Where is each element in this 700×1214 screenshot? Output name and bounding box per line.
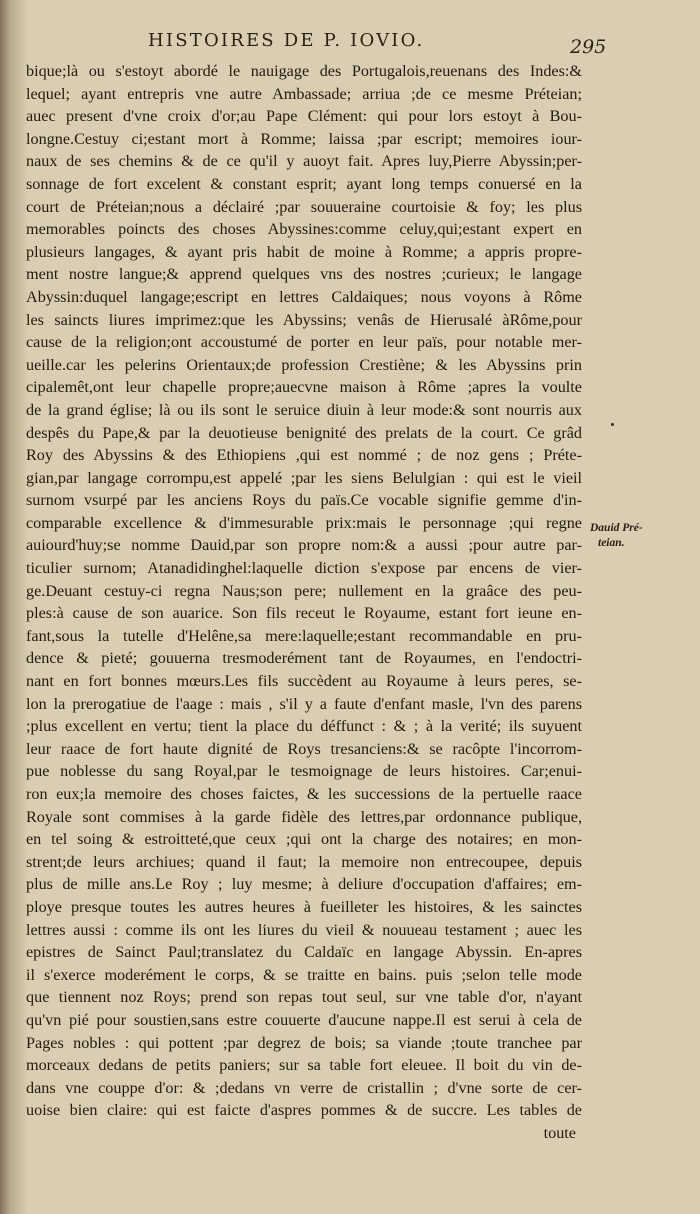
text-line: les saincts liures imprimez:que les Abyssins; venâs de Hierusalé àRôme,pour xyxy=(26,310,582,329)
text-line: ticulier surnom; Atanadidinghel:laquelle diction s'expose par encens de vier- xyxy=(26,559,582,578)
text-line: Royale sont commises à la garde fidèle des lettres,par ordonnance publique, xyxy=(26,807,582,826)
text-line: plus de mille ans.Le Roy ; luy mesme; à deliure d'occupation d'affaires; em- xyxy=(26,875,582,894)
text-line: memorables poincts des choses Abyssines:comme celuy,qui;estant expert en xyxy=(26,220,582,239)
running-head: HISTOIRES DE P. IOVIO. xyxy=(148,30,425,51)
body-text xyxy=(26,60,582,1145)
text-line: dence & pieté; gouuerna tresmoderément tant de Royaumes, en l'endoctri- xyxy=(26,649,582,668)
margin-note: Dauid Pré- xyxy=(590,522,643,534)
text-line: despês du Pape,& par la deuotieuse benignité des prelats de la court. Ce grâd xyxy=(26,423,582,442)
text-line: naux de ses chemins & de ce qu'il y auoyt fait. Apres luy,Pierre Abyssin;per- xyxy=(26,152,582,171)
text-line: ueille.car les pelerins Orientaux;de profession Crestiène; & les Abyssins prin xyxy=(26,355,582,374)
text-line: epistres de Sainct Paul;translatez du Caldaïc en langage Abyssin. En-apres xyxy=(26,943,582,962)
text-line: nant en fort bonnes mœurs.Les fils succèdent au Royaume à leurs peres, se- xyxy=(26,672,582,691)
text-line: lon la prerogatiue de l'aage : mais , s'il y a faute d'enfant masle, l'vn des parens xyxy=(26,694,582,713)
text-line: auiourd'huy;se nomme Dauid,par son propre nom:& a aussi ;pour autre par- xyxy=(26,536,582,555)
text-line: ron eux;la memoire des choses faictes, & les successions de la pertuelle raace xyxy=(26,785,582,803)
text-line: leur raace de fort haute dignité de Roys tresanciens:& se racôpte l'incorrom- xyxy=(26,739,582,758)
page-number: 295 xyxy=(570,36,607,58)
text-line: cipalemêt,ont leur chapelle propre;auecvne maison à Rôme ;apres la voulte xyxy=(26,378,582,397)
ink-speck xyxy=(611,423,614,426)
text-line: Pages nobles : qui pottent ;par degrez de bois; sa viande ;toute tranchee par xyxy=(26,1033,582,1052)
text-line: surnom vsurpé par les anciens Roys du païs.Ce vocable signifie gemme d'in- xyxy=(26,491,582,510)
text-line: bique;là ou s'estoyt abordé le nauigage des Portugalois,reuenans des Indes:& xyxy=(26,62,582,80)
text-line: Abyssin:duquel langage;escript en lettres Caldaiques; nous voyons à Rôme xyxy=(26,287,582,306)
text-line: ment nostre langue;& apprend quelques vns des nostres ;curieux; le langage xyxy=(26,265,582,284)
text-line: strent;de leurs archiues; quand il faut; la memoire non entrecoupee, depuis xyxy=(26,852,582,871)
text-line: plusieurs langages, & ayant pris habit de moine à Romme; a appris propre- xyxy=(26,242,582,261)
text-line: lequel; ayant entrepris vne autre Ambassade; arriua ;de ce mesme Préteian; xyxy=(26,84,582,103)
text-line: en tel soing & estroitteté,que ceux ;qui ont la charge des notaires; en mon- xyxy=(26,830,582,849)
text-line: court de Préteian;nous a déclairé ;par souueraine courtoisie & foy; les plus xyxy=(26,197,582,216)
text-line: uoise bien claire: qui est faicte d'aspres pommes & de succre. Les tables de xyxy=(26,1101,582,1120)
text-line: qu'vn pié pour soustien,sans estre couuerte d'aucune nappe.Il est serui à cela de xyxy=(26,1010,582,1029)
text-line: dans vne couppe d'or: & ;dedans vn verre de cristallin ; d'vne sorte de cer- xyxy=(26,1078,582,1097)
text-line: ploye presque toutes les autres heures à fueilleter les histoires, & les sainctes xyxy=(26,897,582,916)
margin-note-continuation: teian. xyxy=(598,537,625,549)
text-line: comparable excellence & d'immesurable prix:mais le personnage ;qui regne xyxy=(26,513,582,532)
text-line: auec present d'vne croix d'or;au Pape Clément: qui pour lors estoyt à Bou- xyxy=(26,107,582,126)
text-line: il s'exerce moderément le corps, & se traitte en bains. puis ;selon telle mode xyxy=(26,965,582,984)
text-line: ples:à cause de son auarice. Son fils receut le Royaume, estant fort ieune en- xyxy=(26,604,582,623)
text-line: morceaux dedans de petits paniers; sur sa table fort eleuee. Il boit du vin de- xyxy=(26,1056,582,1075)
text-line: cause de la religion;ont accoustumé de porter en leur païs, pour notable mer- xyxy=(26,333,582,352)
catchword: toute xyxy=(543,1123,576,1142)
text-line: sonnage de fort excelent & constant esprit; ayant long temps conuersé en la xyxy=(26,174,582,193)
text-line: fant,sous la tutelle d'Helêne,sa mere:laquelle;estant recommandable en pru- xyxy=(26,626,582,645)
text-line: Roy des Abyssins & des Ethiopiens ,qui est nommé ; de noz gens ; Préte- xyxy=(26,446,582,465)
text-line: ;plus excellent en vertu; tient la place du déffunct : & ; à la verité; ils suyuent xyxy=(26,717,582,736)
text-line: de la grand église; là ou ils sont le seruice diuin à leur mode:& sont nourris aux xyxy=(26,400,582,419)
text-line: que tiennent noz Roys; prend son repas tout seul, sur vne table d'or, n'ayant xyxy=(26,988,582,1007)
text-line: pue noblesse du sang Royal,par le tesmoignage de leurs histoires. Car;enui- xyxy=(26,762,582,781)
text-line: gian,par langage corrompu,est appelé ;par les siens Belulgian : qui est le vieil xyxy=(26,468,582,487)
text-line: ge.Deuant cestuy-ci regna Naus;son pere; nullement en la graâce des peu- xyxy=(26,581,582,600)
text-line: longne.Cestuy ci;estant mort à Romme; laissa ;par escript; memoires iour- xyxy=(26,129,582,148)
text-line: lettres aussi : comme ils ont les liures du vieil & nouueau testament ; auec les xyxy=(26,920,582,939)
